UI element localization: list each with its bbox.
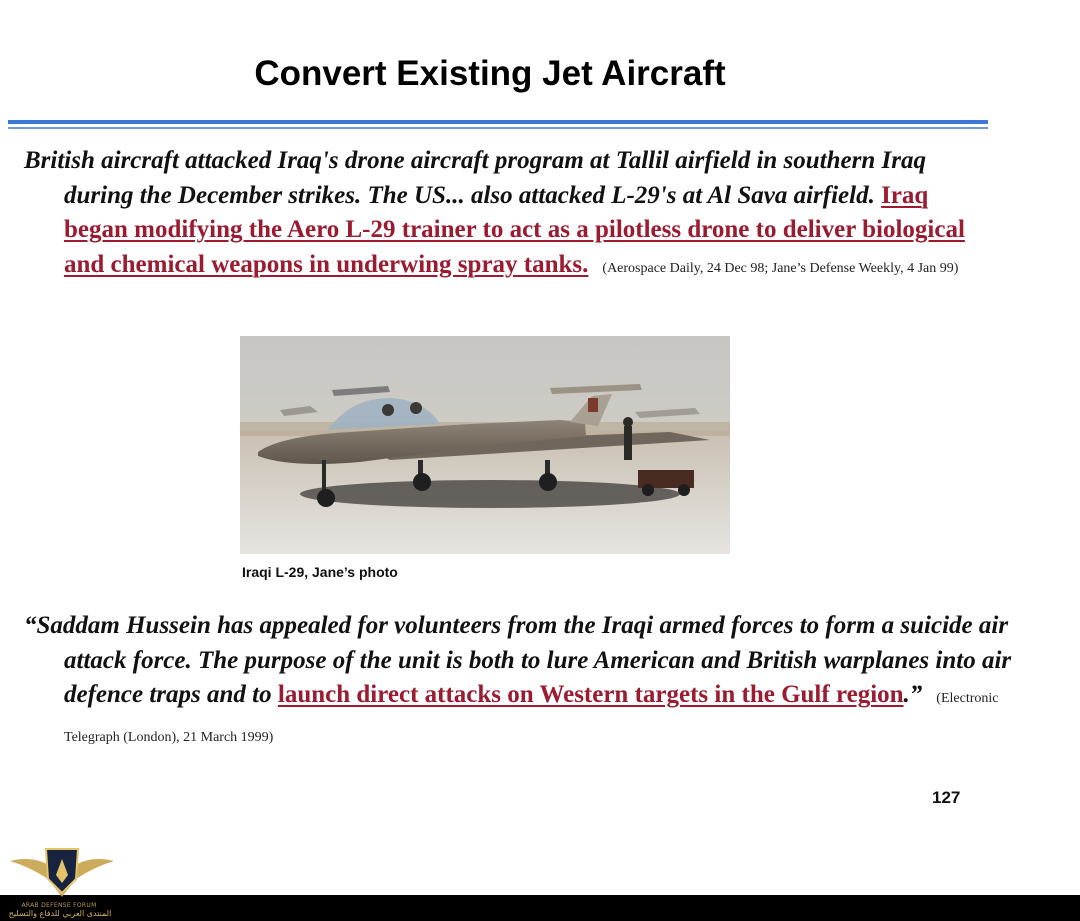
title-rule-thin (8, 127, 988, 129)
citation: (Aerospace Daily, 24 Dec 98; Jane’s Defense Weekly, 4 Jan 99) (602, 260, 959, 276)
footer-bar (0, 895, 1080, 921)
photo-caption: Iraqi L-29, Jane’s photo (242, 564, 398, 580)
paragraph-text: British aircraft attacked Iraq's drone aircraft program at Tallil airfield in southern Iraq during the December strikes. The US... also attacked L-29's at Al Sava airfield. (24, 147, 926, 209)
quote-closing: .” (903, 681, 923, 708)
paragraph-drone-program (24, 144, 994, 286)
aircraft-photo (240, 336, 730, 554)
page-number: 127 (932, 788, 961, 807)
highlighted-text: Iraq began modifying the Aero L-29 trainer to act as a pilotless drone to deliver biological and chemical weapons in underwing spray tanks. (64, 181, 965, 278)
paragraph-suicide-force (24, 609, 1014, 755)
watermark-english: ARAB DEFENSE FORUM (21, 902, 97, 909)
title-rule (8, 120, 988, 124)
quote-text: “Saddam Hussein has appealed for volunteers from the Iraqi armed forces to form a suicide air attack force. The purpose of the unit is both to lure American and British warplanes into air defence traps and to (24, 612, 1012, 708)
highlighted-quote: launch direct attacks on Western targets in the Gulf region (277, 681, 904, 708)
watermark-arabic: المنتدى العربي للدفاع والتسليح (8, 909, 112, 918)
citation: (Electronic Telegraph (London), 21 March 1999) (64, 691, 999, 745)
slide-title: Convert Existing Jet Aircraft (254, 54, 726, 93)
